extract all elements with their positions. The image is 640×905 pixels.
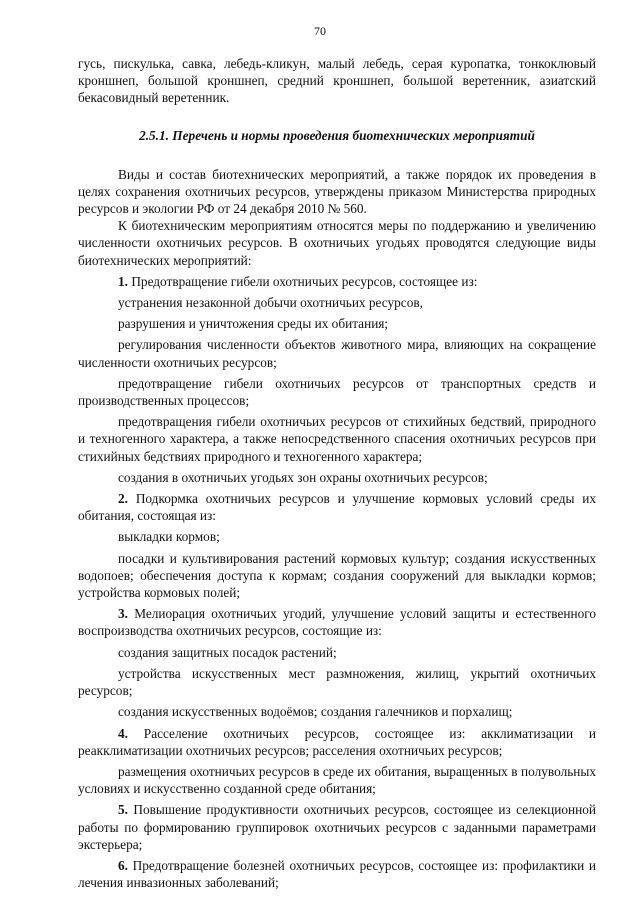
paragraph-text: Предотвращение гибели охотничьих ресурсов, состоящее из: (131, 273, 478, 289)
paragraph (78, 665, 596, 699)
numbered-paragraph (78, 801, 596, 853)
paragraph-text: выкладки кормов; (118, 529, 220, 545)
list-number: 6. (118, 857, 128, 873)
numbered-paragraph (78, 605, 596, 639)
paragraph-text: создания искусственных водоёмов; создания галечников и порхалищ; (118, 704, 513, 720)
paragraph (78, 763, 596, 797)
paragraph-text: устранения незаконной добычи охотничьих ресурсов, (118, 295, 423, 311)
numbered-paragraph (78, 725, 596, 759)
numbered-paragraph (78, 857, 596, 891)
paragraph-text: Мелиорация охотничьих угодий, улучшение условий защиты и естественного воспроизводства охотничьих ресурсов, состоящие из: (78, 606, 597, 639)
page-content (78, 55, 596, 891)
paragraph-text: К биотехническим мероприятиям относятся меры по поддержанию и увеличению численности охотничьих ресурсов. В охотничьих угодьях проводятся следующие виды биотехнических мероприятий: (78, 218, 596, 268)
paragraph (78, 528, 596, 545)
paragraph-text: Предотвращение болезней охотничьих ресурсов, состоящее из: профилактики и лечения инвазионных заболеваний; (78, 857, 596, 891)
paragraph-text: Подкормка охотничьих ресурсов и улучшение кормовых условий среды их обитания, состоящая из: (78, 491, 596, 524)
numbered-paragraph (78, 273, 596, 290)
paragraph-text: устройства искусственных мест размножения, жилищ, укрытий охотничьих ресурсов; (78, 665, 596, 699)
paragraph (78, 375, 596, 409)
paragraph-text: Повышение продуктивности охотничьих ресурсов, состоящее из селекционной работы по формированию группировок охотничьих ресурсов с заданными параметрами экстерьера; (78, 802, 596, 852)
paragraph-text: предотвращение гибели охотничьих ресурсов от транспортных средств и производственных процессов; (78, 375, 596, 409)
paragraph (78, 703, 596, 720)
paragraph-text: Расселение охотничьих ресурсов, состоящее из: акклиматизации и реакклиматизации охотничьих ресурсов; расселения охотничьих ресурсов; (78, 725, 596, 758)
paragraph (78, 413, 596, 465)
numbered-paragraph (78, 490, 596, 524)
paragraph-text: посадки и культивирования растений кормовых культур; создания искусственных водопоев; обеспечения доступа к кормам; создания сооружений для выкладки кормов; устройства кормовых полей; (78, 550, 596, 601)
paragraph-text: предотвращения гибели охотничьих ресурсов от стихийных бедствий, природного и техногенного характера, а также непосредственного спасения охотничьих ресурсов при стихийных бедствиях природного и техногенного характера; (78, 414, 596, 464)
list-number: 3. (118, 606, 128, 622)
list-number: 1. (118, 273, 128, 289)
paragraph-text: разрушения и уничтожения среды их обитания; (118, 316, 389, 332)
paragraph (78, 315, 596, 332)
section-heading: 2.5.1. Перечень и нормы проведения биотехнических мероприятий (139, 127, 535, 143)
paragraph (78, 294, 596, 311)
paragraph (78, 166, 596, 218)
list-number: 2. (118, 491, 128, 507)
page-number: 70 (314, 24, 326, 38)
paragraph (78, 217, 596, 269)
paragraph-text: размещения охотничьих ресурсов в среде их обитания, выращенных в полувольных условиях и искусственно созданной среде обитания; (78, 763, 596, 797)
paragraph-list (78, 166, 596, 892)
paragraph-text: создания в охотничьих угодьях зон охраны охотничьих ресурсов; (118, 469, 488, 485)
paragraph-text: Виды и состав биотехнических мероприятий, а также порядок их проведения в целях сохранения охотничьих ресурсов, утверждены приказом Министерства природных ресурсов и экологии РФ от 24 декабря 2010 № 560. (78, 166, 596, 217)
paragraph-text: создания защитных посадок растений; (118, 644, 337, 660)
intro-paragraph: гусь, пискулька, савка, лебедь-кликун, малый лебедь, серая куропатка, тонкоклювый кроншнеп, большой кроншнеп, средний кроншнеп, большой веретенник, азиатский бекасовидный веретенник. (78, 56, 596, 106)
list-number: 4. (118, 725, 128, 741)
paragraph-text: регулирования численности объектов животного мира, влияющих на сокращение численности охотничьих ресурсов; (78, 337, 596, 370)
paragraph (78, 550, 596, 602)
paragraph (78, 644, 596, 661)
list-number: 5. (118, 802, 128, 818)
paragraph (78, 469, 596, 486)
paragraph (78, 336, 596, 370)
